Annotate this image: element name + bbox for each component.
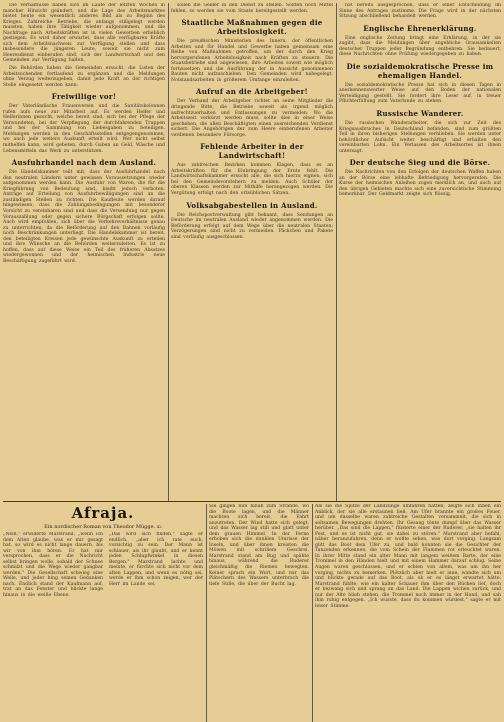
- feuilleton-column: Als sie die Spitze der Landzunge umfahren hatten, zeigte sich ihnen ein Anblick, der sie alle erstaunen ließ. Am Ufer brannte ein großes Feuer, und um dasselbe waren zahlreiche Gestalten versammelt, die sich in seltsamen Bewegungen drehten. Ihr Gesang tönte dumpf über das Wasser herüber. „Das sind die Lappen," flüsterte einer der Ruderer, „sie halten ihr Fest, und es ist nicht gut, sie dabei zu stören." Marstrand aber befahl, näher heranzufahren, denn er wollte sehen, was dort vorging. Langsam glitt das Boot dem Ufer zu, und bald konnten sie die Gesichter der Tanzenden erkennen, die vom Schein der Flammen rot erleuchtet waren. In ihrer Mitte stand ein alter Mann mit langem weißem Barte, der eine Trommel in den Händen hielt und mit einem Hammer darauf schlug. Seine Augen waren geschlossen, und er schien von allem, was um ihn her vorging, nichts zu bemerken. Plötzlich aber hielt er inne, wandte sich um und blickte gerade auf das Boot, als ob er es längst erwartet hätte. Marstrand fühlte, wie ein kalter Schauer ihm über den Rücken lief, doch er bezwang sich und sprang an das Land. Die Lappen wichen zurück, und nur der Alte blieb stehen, die Trommel noch immer in der Hand, und sah ihm ruhig entgegen. „Ich wusste, dass du kommen würdest," sagte er mit leiser Stimme.: [315, 504, 501, 609]
- feuilleton-column: „Das wird sich finden," sagte er endlich, „aber ich rate euch, vorsichtig zu sein. Der Mann ist schlauer, als ihr glaubt, und er kennt jeden Schlupfwinkel in diesen Bergen." Marstrand lachte und meinte, er fürchte sich nicht vor dem alten Lappen, und wenn es nötig sei, werde er ihm schon zeigen, wer der Herr im Lande sei.: [109, 532, 203, 587]
- body-text: hat bereits ausgesprochen, dass er einer Entscheidung im Sinne des Antrages zustimme. Die Frage wird in der nächsten Sitzung abschließend behandelt werden.: [339, 3, 501, 20]
- body-text: sollen die Gelder in den Dienst zu stellen. Sollten noch Mittel fehlen, so werden sie vom Staate bereitgestellt werden.: [171, 3, 333, 14]
- body-text: Die Verhältnisse haben sich im Laufe der letzten Wochen in mancher Hinsicht geändert, und die Lage des Arbeitsmarktes bietet heute ein wesentlich anderes Bild als zu Beginn des Krieges. Zahlreiche Betriebe, die anfangs stillgelegt werden mussten, haben ihre Tätigkeit wieder aufgenommen, und die Nachfrage nach Arbeitskräften ist in vielen Gewerben erheblich gestiegen. Es wird daher erwartet, dass alle verfügbaren Kräfte sich dem Arbeitsnachweis zur Verfügung stellen und dass insbesondere die jüngeren Leute, soweit sie nicht zum Heeresdienst einberufen sind, sich der Landwirtschaft und den Gemeinden zur Verfügung halten.: [3, 3, 165, 64]
- body-text: Die Handelskammer teilt mit, dass der Ausfuhrhandel nach den neutralen Ländern unter gewissen Voraussetzungen wieder aufgenommen werden kann. Die Ausfuhr von Waren, die für die Kriegführung von Bedeutung sind, bleibt jedoch verboten. Anträge auf Erteilung von Ausfuhrbewilligungen sind an die zuständigen Stellen zu richten. Die Kaufleute werden darauf hingewiesen, dass die Zahlungsbedingungen mit besonderer Vorsicht zu vereinbaren sind und dass die Versendung nur gegen Vorauszahlung oder gegen sichere Bürgschaft erfolgen sollte. Auch wird empfohlen, sich über die Verkehrsverhältnisse genau zu unterrichten, da die Beförderung auf den Bahnen vorläufig noch Beschränkungen unterliegt. Die Handelskammer ist bereit, den beteiligten Kreisen jede gewünschte Auskunft zu erteilen und ihre Wünsche an die Behörden weiterzuleiten. Es ist zu hoffen, dass auf diese Weise ein Teil des früheren Absatzes wiedergewonnen und der heimischen Industrie neue Beschäftigung zugeführt wird.: [3, 170, 165, 264]
- section-rule: [3, 501, 501, 502]
- column-rule: [336, 3, 337, 501]
- feuilleton-subtitle: [3, 523, 203, 531]
- body-text: Die Behörden haben die Gemeinden ersucht, die Listen der Arbeitsuchenden fortlaufend zu ergänzen und die Meldungen ohne Verzug weiterzugeben, damit jede Kraft an der richtigen Stelle eingesetzt werden kann.: [3, 66, 165, 88]
- body-text: Die russischen Wanderarbeiter, die sich zur Zeit des Kriegsausbruches in Deutschland befanden, sind zum größten Teil in ihren bisherigen Stellungen verblieben. Sie werden unter behördlicher Aufsicht weiter beschäftigt und erhalten den vereinbarten Lohn. Ein Verlassen des Arbeitsortes ist ihnen untersagt.: [339, 121, 501, 154]
- body-text: Die Reichspostverwaltung gibt bekannt, dass Sendungen an Deutsche im neutralen Ausland wieder angenommen werden. Die Beförderung erfolgt auf dem Wege über die neutralen Staaten; Verzögerungen sind nicht zu vermeiden. Päckchen und Pakete sind vorläufig ausgeschlossen.: [171, 212, 333, 240]
- article-heading: Der deutsche Sieg und die Börse.: [349, 158, 491, 168]
- article-heading: Freiwillige vor!: [51, 92, 117, 102]
- body-text: Eine englische Zeitung bringt eine Erklärung, in der sie zugibt, dass die Meldungen über angebliche Grausamkeiten deutscher Truppen jeder Begründung entbehren. Sie bedauert, diese Nachrichten ohne Prüfung wiedergegeben zu haben.: [339, 35, 501, 58]
- article-heading: Fehlende Arbeiter in der Landwirtschaft!: [200, 142, 304, 161]
- article-heading: Volksabgabestellen in Ausland.: [186, 200, 318, 210]
- body-text: Die sozialdemokratische Presse hat sich in diesen Tagen in anerkennenswerter Weise auf den Boden der nationalen Verteidigung gestellt. Sie fordert ihre Leser auf, in treuer Pflichterfüllung zum Vaterlande zu stehen.: [339, 82, 501, 105]
- body-text: Die preußischen Ministerien des Innern, der öffentlichen Arbeiten und für Handel und Gewerbe haben gemeinsam eine Reihe von Maßnahmen getroffen, um der durch den Krieg hervorgerufenen Arbeitslosigkeit nach Kräften zu steuern. Die Staatsbetriebe sind angewiesen, ihre Arbeiten soweit wie möglich fortzusetzen und die Ausführung der in Aussicht genommenen Bauten nicht aufzuschieben. Den Gemeinden wird nahegelegt, Notstandsarbeiten in größerem Umfange einzuleiten.: [171, 39, 333, 83]
- body-text: Aus zahlreichen Bezirken kommen Klagen, dass es an Arbeitskräften für die Einbringung der Ernte fehlt. Die Landwirtschaftskammer ersucht alle, die sich hierzu eignen, sich bei den Gemeindevorstehern zu melden. Auch Schüler der oberen Klassen werden zur Mithilfe herangezogen werden. Die Vergütung erfolgt nach den ortsüblichen Sätzen.: [171, 163, 333, 197]
- installment-number: 42: [156, 524, 162, 529]
- column-left: [3, 3, 165, 501]
- column-rule: [312, 504, 313, 722]
- column-rule: [168, 3, 169, 501]
- feuilleton-byline: Ein nordischer Roman von Theodor Mügge.: [44, 524, 156, 530]
- body-text: Der Verband der Arbeitgeber richtet an seine Mitglieder die dringende Bitte, die Betriebe soweit als irgend möglich aufrechtzuerhalten und Entlassungen zu vermeiden. Wo die Arbeitszeit verkürzt werden muss, sollte dies in einer Weise geschehen, die allen Beschäftigten einen ausreichenden Verdienst sichert. Die Angehörigen der zum Heere einberufenen Arbeiter verdienen besondere Fürsorge.: [171, 99, 333, 138]
- article-heading: Ausfuhrhandel nach dem Ausland.: [11, 158, 157, 168]
- feuilleton-column: „Nein," erwiderte Marstrand, „wenn ich dem Alten glaube, was er mir gesagt hat, so wird es nicht lange dauern, bis wir von ihm hören. Er hat mir versprochen, dass er die Nachricht selbst bringen wolle, sobald der Schnee schmilzt und die Wege wieder gangbar werden." Die Gesellschaft schwieg eine Weile, und jeder hing seinen Gedanken nach. Endlich stand der Kaufmann auf, trat an das Fenster und blickte lange hinaus in die weiße Ebene.: [3, 532, 103, 599]
- body-text: Der Vaterländische Frauenverein und die Sanitätskolonnen rufen aufs neue zur Mitarbeit auf. Es werden Helfer und Helferinnen gesucht, welche bereit sind, sich bei der Pflege der Verwundeten, bei der Verpflegung der durchfahrenden Truppen und bei der Sammlung von Liebesgaben zu beteiligen. Meldungen werden in den Geschäftsstellen entgegengenommen, wo auch jede weitere Auskunft erteilt wird. Wer nicht selbst mithelfen kann, wird gebeten, durch Gaben an Geld, Wäsche und Lebensmitteln das Werk zu unterstützen.: [3, 104, 165, 154]
- feuilleton-section: [3, 504, 501, 722]
- article-heading: Russische Wanderer.: [376, 109, 464, 119]
- article-heading: Die sozialdemokratische Presse im ehemaligen Handel.: [346, 61, 494, 80]
- article-heading: Staatliche Maßnahmen gegen die Arbeitslosigkeit.: [181, 18, 323, 37]
- upper-section: [3, 3, 501, 501]
- article-heading: Englische Ehrenerklärung.: [363, 23, 477, 33]
- column-right: [339, 3, 501, 501]
- column-middle: [171, 3, 333, 501]
- body-text: Die Nachrichten von den Erfolgen der deutschen Waffen haben an der Börse eine lebhafte Befriedigung hervorgerufen. Die Kurse der heimischen Anleihen zogen merklich an, und auch auf den übrigen Gebieten machte sich eine zuversichtliche Stimmung bemerkbar. Der Geldmarkt zeigte sich flüssig.: [339, 170, 501, 198]
- column-rule: [206, 504, 207, 722]
- article-heading: Aufruf an die Arbeitgeber!: [196, 87, 308, 97]
- feuilleton-column: Sie gingen nun hinab zum Strande, wo die Boote lagen, und die Männer machten sich bereit, die Fahrt anzutreten. Der Wind hatte sich gelegt, und das Wasser lag still und glatt unter dem grauen Himmel. In der Ferne erhoben sich die dunklen Umrisse der Inseln, und über ihnen kreisten die Möwen mit schrillem Geschrei. Marstrand stand am Bug und spähte hinaus, während die Ruderer gleichmäßig die Riemen bewegten. Keiner sprach ein Wort, und nur das Plätschern des Wassers unterbrach die tiefe Stille, die über der Bucht lag.: [209, 504, 309, 587]
- feuilleton-title: Afraja.: [71, 504, 135, 522]
